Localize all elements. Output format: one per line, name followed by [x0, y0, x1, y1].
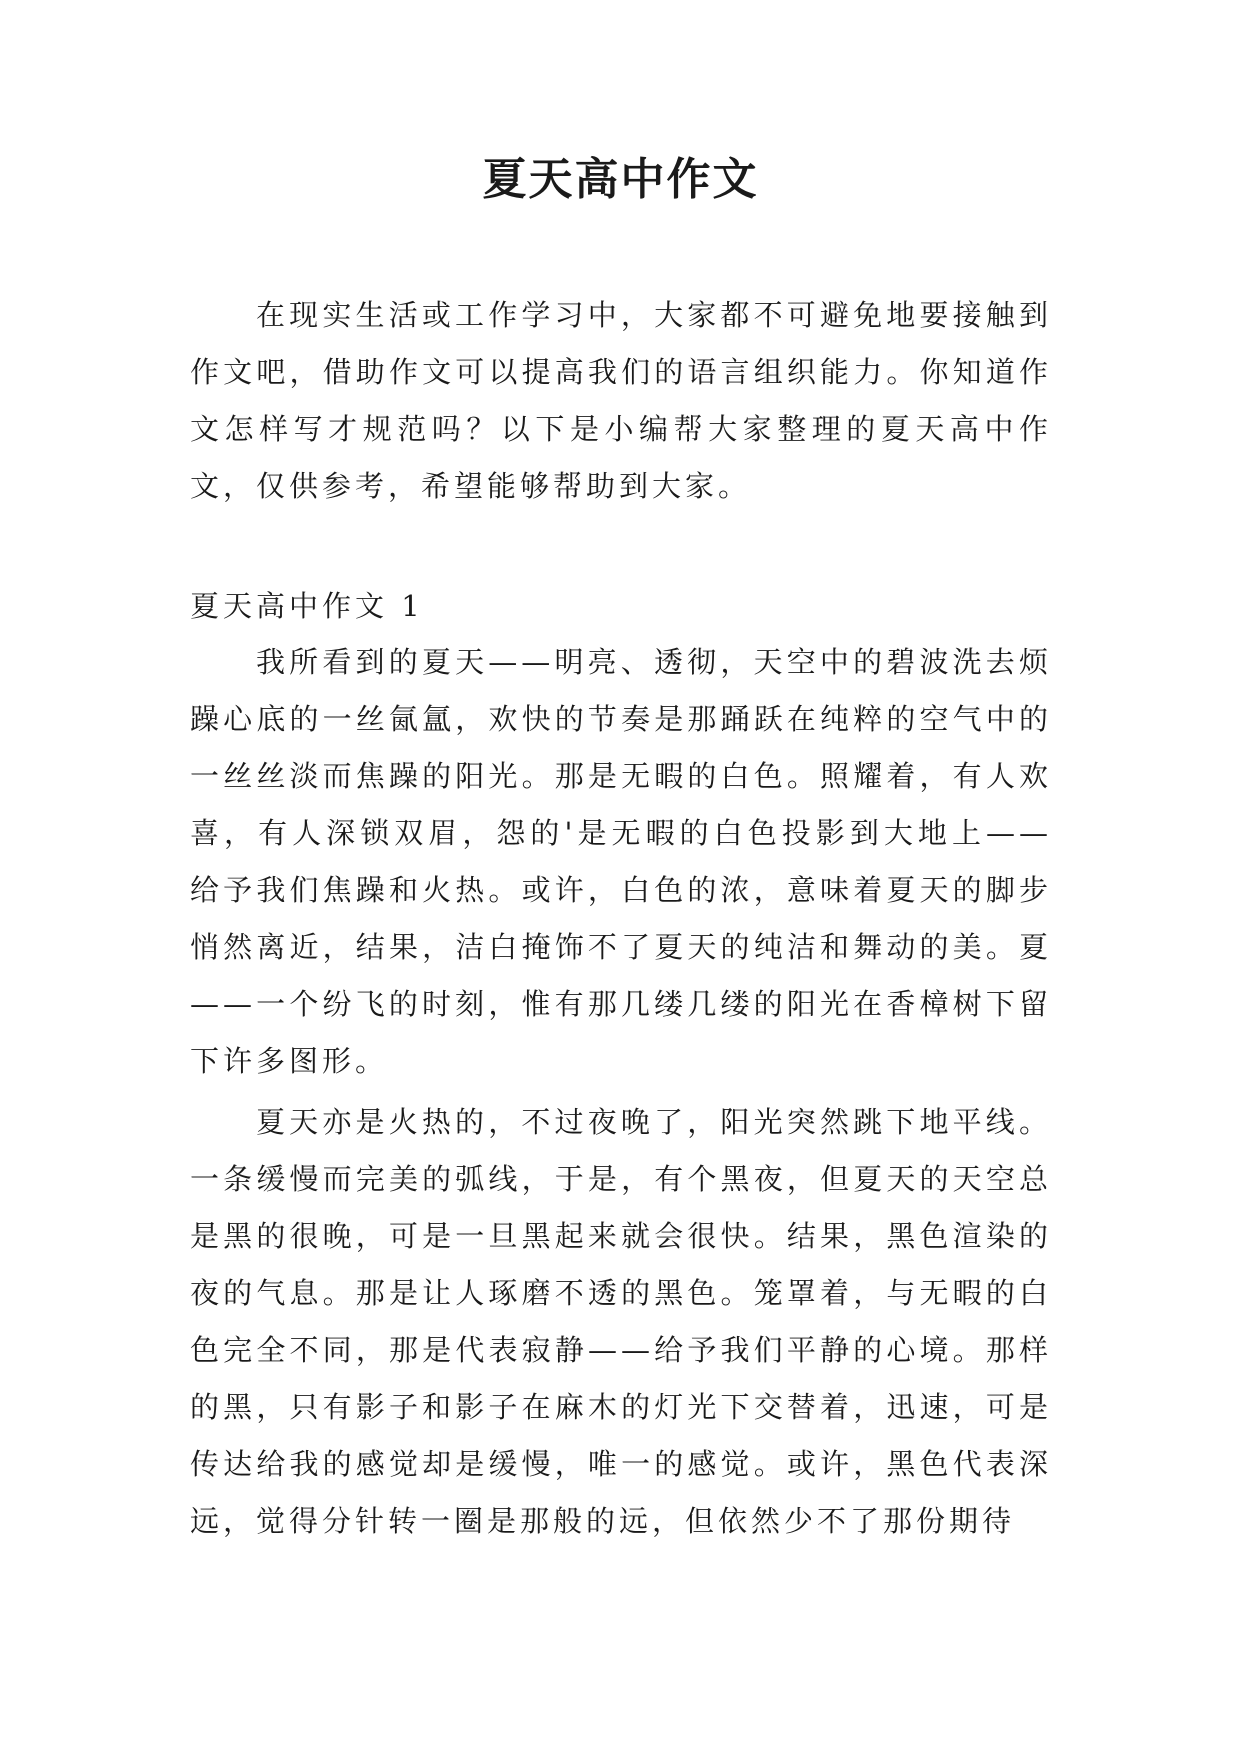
document-title: 夏天高中作文 [482, 154, 759, 205]
essay-paragraph-1: 我所看到的夏天——明亮、透彻，天空中的碧波洗去烦躁心底的一丝氤氲，欢快的节奏是那踊跃在纯粹的空气中的一丝丝淡而焦躁的阳光。那是无暇的白色。照耀着，有人欢喜，有人深锁双眉，怨的'是无暇的白色投影到大地上——给予我们焦躁和火热。或许，白色的浓，意味着夏天的脚步悄然离近，结果，洁白掩饰不了夏天的纯洁和舞动的美。夏——一个纷飞的时刻，惟有那几缕几缕的阳光在香樟树下留下许多图形。 [190, 645, 1052, 1078]
essay-paragraph-2: 夏天亦是火热的，不过夜晚了，阳光突然跳下地平线。一条缓慢而完美的弧线，于是，有个黑夜，但夏天的天空总是黑的很晚，可是一旦黑起来就会很快。结果，黑色渲染的夜的气息。那是让人琢磨不透的黑色。笼罩着，与无暇的白色完全不同，那是代表寂静——给予我们平静的心境。那样的黑，只有影子和影子在麻木的灯光下交替着，迅速，可是传达给我的感觉却是缓慢，唯一的感觉。或许，黑色代表深远，觉得分针转一圈是那般的远，但依然少不了那份期待 [190, 1105, 1052, 1538]
section-heading: 夏天高中作文 1 [190, 589, 424, 623]
intro-paragraph: 在现实生活或工作学习中，大家都不可避免地要接触到作文吧，借助作文可以提高我们的语言组织能力。你知道作文怎样写才规范吗？以下是小编帮大家整理的夏天高中作文，仅供参考，希望能够帮助到大家。 [190, 298, 1052, 503]
